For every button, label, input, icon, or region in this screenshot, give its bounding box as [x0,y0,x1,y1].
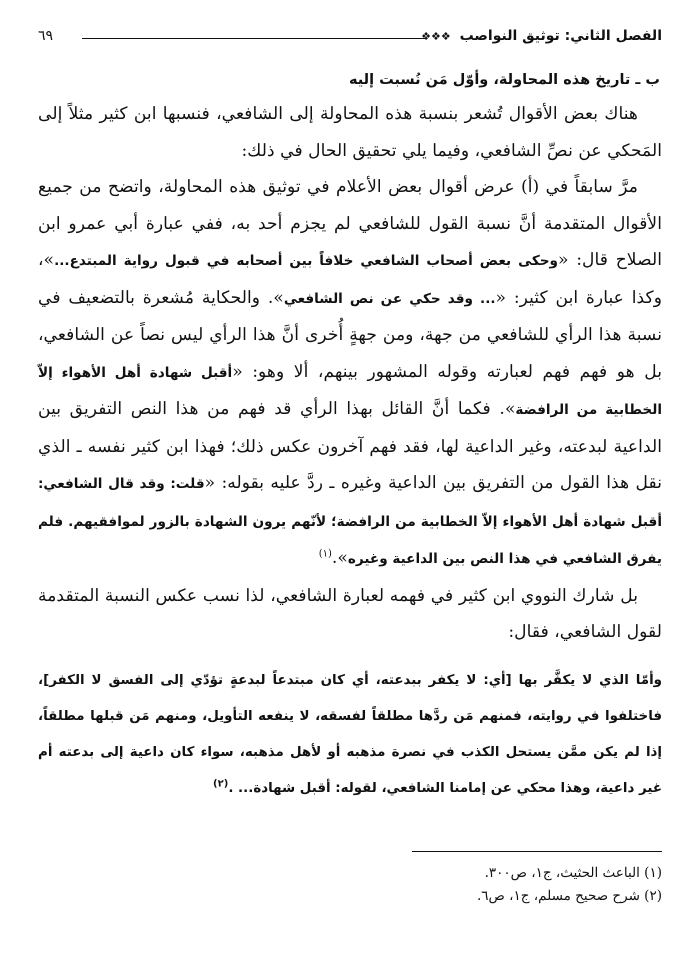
footnote-rule [412,851,662,852]
footnotes [38,851,662,908]
paragraph-3: بل شارك النووي ابن كثير في فهمه لعبارة الشافعي، لذا نسب عكس النسبة المتقدمة لقول الشافعي، فقال: [38,585,662,642]
footnote-2: (٢) شرح صحيح مسلم، ج١، ص٦. [476,888,662,904]
footnote-ref-1[interactable]: (١) [318,548,332,560]
p2-text-1: مرَّ سابقاً في (أ) عرض أقوال بعض الأعلام في توثيق هذه المحاولة، واتضح من جميع الأقوال المتقدمة أنَّ نسبة القول للشافعي لم يجزم أحد به، ففي عبارة أبي عمرو ابن الصلاح قال: « [38,177,662,270]
chapter-title-text: الفصل الثاني: توثيق النواصب [459,28,662,44]
p2-text-2: »، وكذا عبارة ابن كثير: « [38,250,662,308]
quote-ibn-kathir: ... وقد حكي عن نص الشافعي [283,290,496,307]
paragraph-1: هناك بعض الأقوال تُشعر بنسبة هذه المحاولة إلى الشافعي، فنسبها ابن كثير مثلاً إلى المَحكي عن نصِّ الشافعي، وفيما يلي تحقيق الحال في ذلك: [38,104,662,161]
book-page [38,14,662,945]
p2-text-5: ». [331,548,348,568]
p2-text-3: ». والحكاية مُشعرة بالتضعيف في نسبة هذا الرأي للشافعي من جهة، ومن جهةٍ أُخرى أنَّ هذا الرأي ليس نصاً عن الشافعي، بل هو فهم فهم لعبارته وقوله المشهور بينهم، ألا وهو: « [38,287,662,382]
page-number: ٦٩ [38,28,54,44]
footnote-1: (١) الباعث الحثيث، ج١، ص٣٠٠. [484,865,662,881]
section-heading: ب ـ تاريخ هذه المحاولة، وأوّل مَن نُسبت إليه [348,72,660,88]
running-header [38,14,662,52]
quote-ibn-kathir-reply: قلت: وقد قال الشافعي: أقبل شهادة أهل الأهواء إلاّ الخطابية من الرافضة؛ لأنّهم يرون الشهادة بالزور لموافقيهم. فلم يفرق الشافعي في هذا النص بين الداعية وغيره [38,476,662,567]
p2-text-4: ». فكما أنَّ القائل بهذا الرأي قد فهم من هذا النص التفريق بين الداعية لبدعته، وغير الداعية لها، فقد فهم آخرون عكس ذلك؛ فهذا ابن كثير نفسه ـ الذي نقل هذا القول من التفريق بين الداعية وغيره ـ ردَّ عليه بقوله: « [38,399,662,493]
paragraph-2 [38,169,662,578]
block-quote-nawawi [38,663,662,807]
chapter-title [421,28,662,44]
quote-shafii: أقبل شهادة أهل الأهواء إلاّ الخطابية من الرافضة [38,364,662,418]
ornament-icon: ❖❖❖ [421,30,451,43]
footnote-ref-2[interactable]: (٢) [213,778,229,790]
quote-ibn-salah: وحكى بعض أصحاب الشافعي خلافاً بين أصحابه في قبول رواية المبتدع... [54,253,559,269]
header-rule [82,38,427,39]
block-quote-text: وأمّا الذي لا يكفَّر بها [أي: لا يكفر ببدعته، أي كان مبتدعاً لبدعةٍ تؤدّي إلى الفسق لا الكفر]، فاختلفوا في روايته، فمنهم مَن ردَّها مطلقاً لفسقه، لا ينفعه التأويل، ومنهم مَن قبلها مطلقاً، إذا لم يكن ممَّن يستحل الكذب في نصرة مذهبه أو لأهل مذهبه، سواء كان داعية إلى بدعته أم غير داعية، وهذا محكي عن إمامنا الشافعي، لقوله: أقبل شهادة... . [38,672,662,796]
